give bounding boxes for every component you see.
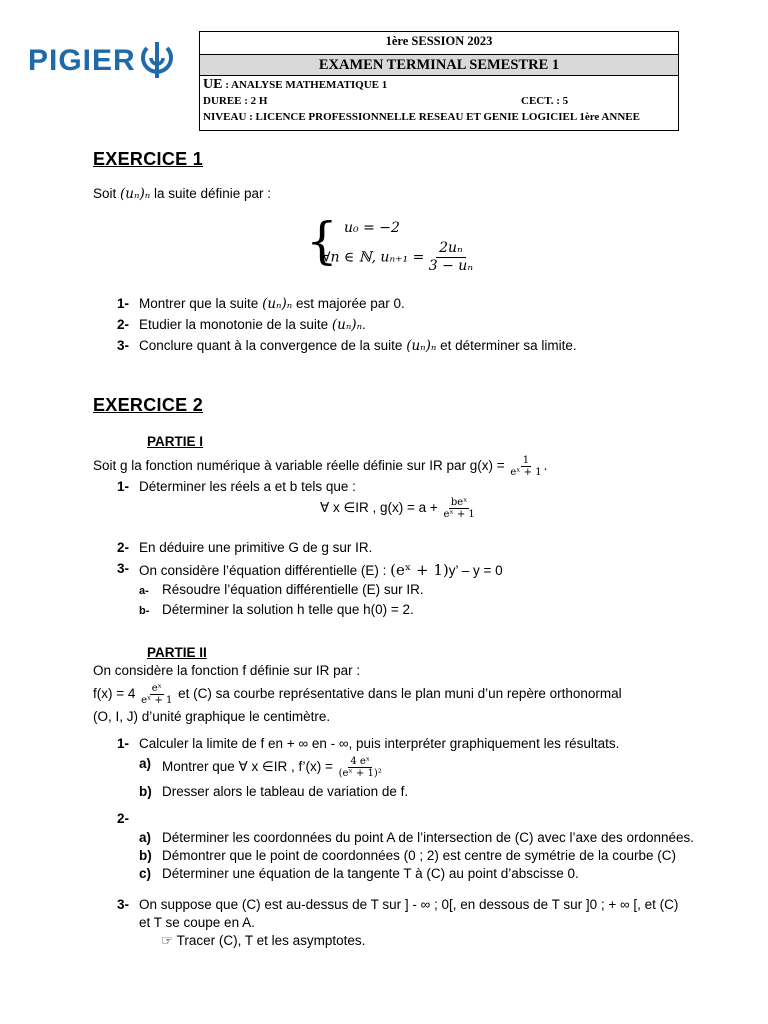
system-fraction: [429, 240, 473, 275]
partie-1-title: PARTIE I: [147, 434, 204, 449]
p2-q2c: [139, 866, 579, 881]
p2-q2a-number: a): [139, 830, 152, 845]
niveau-line: NIVEAU : LICENCE PROFESSIONNELLE RESEAU ET GENIE LOGICIEL 1ère ANNEE: [203, 111, 640, 123]
ex1-q1-number: 1-: [117, 296, 130, 311]
p2-q1a-num: 4 eˣ: [350, 756, 371, 767]
p2-q2c-text: Déterminer une équation de la tangente T à (C) au point d’abscisse 0.: [162, 866, 579, 881]
p1-g-den: eˣ + 1: [510, 467, 542, 478]
p2-q3-line-3: [161, 933, 365, 949]
p2-f-rest: et (C) sa courbe représentative dans le plan muni d’un repère orthonormal: [174, 686, 622, 702]
p2-q1-text: Calculer la limite de f en + ∞ en - ∞, puis interpréter graphiquement les résultats.: [139, 736, 620, 751]
p1-q3-number: 3-: [117, 561, 130, 576]
system-brace: {: [306, 212, 338, 270]
p1-equation-fraction: [442, 497, 477, 520]
ex1-q3-sequence: (uₙ)ₙ: [406, 338, 437, 354]
p2-q1a-den: (eˣ + 1)²: [338, 768, 382, 779]
session-label: 1ère SESSION 2023: [385, 34, 493, 48]
p1-equation: [320, 497, 477, 520]
ex1-q2: [117, 317, 366, 333]
p2-q2: [117, 811, 129, 826]
pigier-logo-icon: [137, 38, 177, 82]
p1-q3-math: (eˣ + 1): [390, 561, 449, 579]
p2-f-lhs: f(x) = 4: [93, 686, 140, 702]
pointing-hand-icon: ☞: [161, 933, 174, 948]
pigier-logo-text: PIGIER: [28, 44, 136, 77]
duree-line: [203, 95, 681, 107]
p2-q2a: [139, 830, 695, 845]
system-line-2: [322, 240, 473, 275]
p2-q2b: [139, 848, 677, 863]
ex1-q1-text-a: Montrer que la suite: [139, 296, 263, 311]
p1-g-fraction: [508, 455, 543, 478]
ue-prefix: UE: [203, 77, 223, 92]
p2-q2b-number: b): [139, 848, 152, 863]
p2-q3-text-a: On suppose que (C) est au-dessus de T sur ] - ∞ ; 0[, en dessous de T sur ]0 ; + ∞ [, et (C): [139, 897, 679, 912]
p2-f-fraction: [139, 683, 174, 706]
exam-header-box: [199, 31, 679, 131]
system-fraction-num: 2uₙ: [436, 240, 466, 258]
p1-qa-text: Résoudre l’équation différentielle (E) sur IR.: [162, 582, 424, 597]
p2-q3-text-c: Tracer (C), T et les asymptotes.: [176, 933, 366, 948]
p2-f-definition-2: (O, I, J) d’unité graphique le centimètre.: [93, 709, 331, 724]
p1-q3-text-a: On considère l’équation différentielle (E) :: [139, 563, 391, 578]
p2-f-den: eˣ + 1: [141, 695, 173, 706]
ex1-q2-number: 2-: [117, 317, 130, 332]
p2-q2b-text: Démontrer que le point de coordonnées (0 ; 2) est centre de symétrie de la courbe (C): [162, 848, 677, 863]
p2-q1b: [139, 784, 409, 799]
p1-q2-number: 2-: [117, 540, 130, 555]
p1-q3-text-b: y’ – y = 0: [448, 563, 503, 578]
p1-qb-text: Déterminer la solution h telle que h(0) = 2.: [162, 602, 414, 617]
p2-q1a-number: a): [139, 756, 152, 771]
ex1-q1-sequence: (uₙ)ₙ: [262, 296, 293, 312]
ex1-intro-text-b: la suite définie par :: [150, 186, 272, 201]
system-line-2-lhs: ∀n ∈ ℕ, uₙ₊₁ =: [322, 249, 425, 266]
p2-q3-line-2: et T se coupe en A.: [139, 915, 255, 930]
cect-label: CECT. : 5: [521, 95, 569, 107]
ex1-q3-text-a: Conclure quant à la convergence de la suite: [139, 338, 407, 353]
p1-qa-number: a-: [139, 585, 149, 597]
p2-q1b-text: Dresser alors le tableau de variation de f.: [162, 784, 409, 799]
ex1-q3-text-b: et déterminer sa limite.: [436, 338, 577, 353]
p2-q2c-number: c): [139, 866, 152, 881]
p2-q1a-text: Montrer que ∀ x ∈IR , f’(x) =: [162, 759, 337, 775]
exercise-1-title: EXERCICE 1: [93, 149, 204, 169]
p1-q3: [117, 561, 503, 579]
exam-title: EXAMEN TERMINAL SEMESTRE 1: [200, 54, 678, 76]
p1-equation-lhs: ∀ x ∈IR , g(x) = a +: [320, 500, 442, 516]
p1-q2-text: En déduire une primitive G de g sur IR.: [139, 540, 373, 555]
ex1-q2-text-a: Etudier la monotonie de la suite: [139, 317, 332, 332]
system-line-1: u₀ = −2: [344, 220, 400, 236]
p2-q2a-text: Déterminer les coordonnées du point A de l’intersection de (C) avec l’axe des ordonnées.: [162, 830, 695, 845]
ex1-intro: [93, 186, 271, 202]
p1-q1-text: Déterminer les réels a et b tels que :: [139, 479, 356, 494]
p2-q1-number: 1-: [117, 736, 130, 751]
p2-q1b-number: b): [139, 784, 152, 799]
ex1-q1-text-b: est majorée par 0.: [292, 296, 405, 311]
p1-intro: Soit g la fonction numérique à variable réelle définie sur IR par g(x) = $\frac{1}{\text{eˣ + 1}}$ .: [93, 455, 548, 478]
p1-q1-number: 1-: [117, 479, 130, 494]
p2-q1a-fraction: [337, 756, 384, 779]
p1-qb-number: b-: [139, 605, 150, 617]
p2-q1a: [139, 756, 382, 779]
ex1-q2-sequence: (uₙ)ₙ: [331, 317, 363, 333]
ex1-intro-sequence: (uₙ)ₙ: [120, 186, 151, 202]
p2-f-num: eˣ: [151, 683, 162, 694]
p2-q2-number: 2-: [117, 811, 130, 826]
p2-intro: On considère la fonction f définie sur IR par :: [93, 663, 361, 678]
exercise-2-title: EXERCICE 2: [93, 395, 204, 415]
p2-f-definition: [93, 683, 622, 706]
ex1-q3: [117, 338, 577, 354]
p1-equation-num: beˣ: [450, 497, 468, 508]
p1-equation-den: eˣ + 1: [443, 509, 475, 520]
ue-value: : ANALYSE MATHEMATIQUE 1: [222, 79, 388, 91]
p1-g-num: 1: [522, 455, 530, 466]
system-fraction-den: 3 − uₙ: [428, 258, 473, 274]
p2-q3-number: 3-: [117, 897, 130, 912]
p1-qb: [139, 602, 414, 617]
duree-label: DUREE : 2 H: [203, 95, 268, 107]
p1-q2: [117, 540, 373, 555]
ex1-q2-text-b: .: [362, 317, 366, 332]
p1-q1: [117, 479, 356, 494]
ex1-intro-text-a: Soit: [93, 186, 121, 201]
p2-q3: [117, 897, 679, 912]
partie-2-title: PARTIE II: [147, 645, 207, 660]
ue-line: [203, 77, 681, 93]
ex1-q3-number: 3-: [117, 338, 130, 353]
p1-qa: [139, 582, 424, 597]
p1-intro-text: Soit g la fonction numérique à variable réelle définie sur IR par g(x) =: [93, 458, 509, 474]
ex1-q1: [117, 296, 405, 312]
p2-q1: [117, 736, 620, 751]
